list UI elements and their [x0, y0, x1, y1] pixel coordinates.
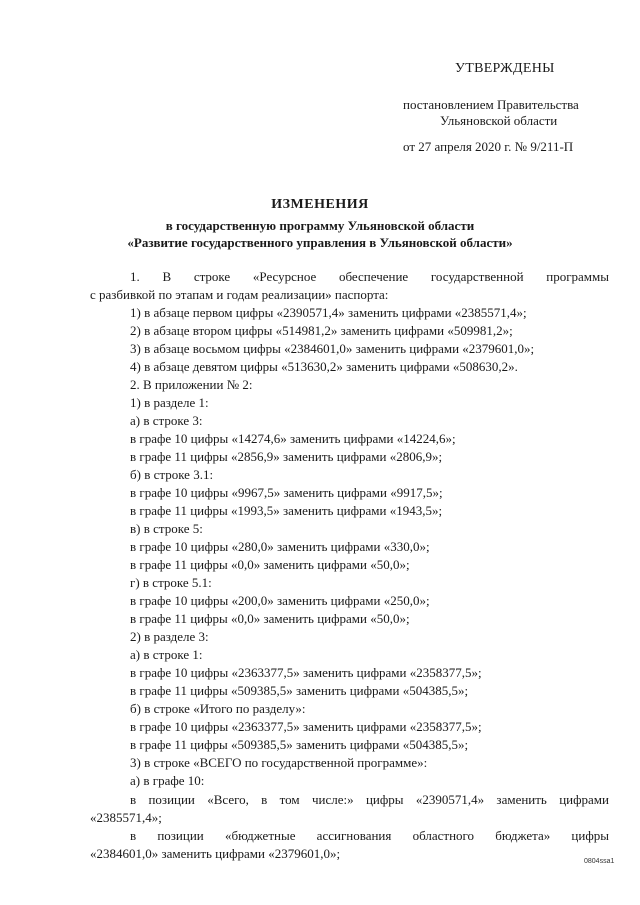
- text-line: в графе 11 цифры «509385,5» заменить цифрами «504385,5»;: [130, 737, 469, 752]
- text-line: в графе 11 цифры «0,0» заменить цифрами «50,0»;: [130, 557, 410, 572]
- text-line: в графе 11 цифры «1993,5» заменить цифрами «1943,5»;: [130, 503, 443, 518]
- text-line: г) в строке 5.1:: [130, 575, 212, 590]
- text-line: 2) в разделе 3:: [130, 629, 209, 644]
- text-line: в графе 10 цифры «2363377,5» заменить цифрами «2358377,5»;: [130, 719, 482, 734]
- text-line: 4) в абзаце девятом цифры «513630,2» заменить цифрами «508630,2».: [130, 359, 518, 374]
- text-line: в графе 10 цифры «200,0» заменить цифрами «250,0»;: [130, 593, 430, 608]
- text-line: в графе 11 цифры «2856,9» заменить цифрами «2806,9»;: [130, 449, 443, 464]
- text-line: б) в строке 3.1:: [130, 467, 214, 482]
- text-line: 3) в строке «ВСЕГО по государственной программе»:: [130, 755, 428, 770]
- text-line: а) в строке 1:: [130, 647, 203, 662]
- document-title: ИЗМЕНЕНИЯ: [271, 197, 369, 212]
- text-line: в графе 10 цифры «280,0» заменить цифрами «330,0»;: [130, 539, 430, 554]
- text-line: а) в строке 3:: [130, 413, 203, 428]
- text-line: 1) в разделе 1:: [130, 395, 209, 410]
- approval-title: УТВЕРЖДЕНЫ: [455, 61, 555, 76]
- text-line: 1. В строке «Ресурсное обеспечение государственной программы: [130, 269, 609, 284]
- document-subtitle-line1: в государственную программу Ульяновской области: [165, 218, 475, 233]
- approval-authority-line2: Ульяновской области: [440, 113, 558, 128]
- text-line: в графе 10 цифры «14274,6» заменить цифрами «14224,6»;: [130, 431, 456, 446]
- text-line: в) в строке 5:: [130, 521, 203, 536]
- text-line: «2384601,0» заменить цифрами «2379601,0»;: [90, 846, 341, 861]
- text-line: 1) в абзаце первом цифры «2390571,4» заменить цифрами «2385571,4»;: [130, 305, 527, 320]
- approval-authority-line1: постановлением Правительства: [403, 97, 579, 112]
- text-line: в графе 10 цифры «2363377,5» заменить цифрами «2358377,5»;: [130, 665, 482, 680]
- text-line: с разбивкой по этапам и годам реализации» паспорта:: [90, 287, 389, 302]
- text-line: в графе 11 цифры «0,0» заменить цифрами «50,0»;: [130, 611, 410, 626]
- text-line: в позиции «бюджетные ассигнования областного бюджета» цифры: [130, 828, 609, 843]
- text-line: 2. В приложении № 2:: [130, 377, 253, 392]
- text-line: в графе 11 цифры «509385,5» заменить цифрами «504385,5»;: [130, 683, 469, 698]
- document-subtitle-line2: «Развитие государственного управления в Ульяновской области»: [127, 235, 513, 250]
- text-line: а) в графе 10:: [130, 773, 205, 788]
- text-line: 3) в абзаце восьмом цифры «2384601,0» заменить цифрами «2379601,0»;: [130, 341, 535, 356]
- text-line: б) в строке «Итого по разделу»:: [130, 701, 306, 716]
- approval-date: от 27 апреля 2020 г. № 9/211-П: [403, 139, 574, 154]
- document-code: 0804ssa1: [584, 858, 615, 865]
- text-line: в графе 10 цифры «9967,5» заменить цифрами «9917,5»;: [130, 485, 443, 500]
- text-line: в позиции «Всего, в том числе:» цифры «2390571,4» заменить цифрами: [130, 792, 609, 807]
- text-line: «2385571,4»;: [90, 810, 162, 825]
- text-line: 2) в абзаце втором цифры «514981,2» заменить цифрами «509981,2»;: [130, 323, 513, 338]
